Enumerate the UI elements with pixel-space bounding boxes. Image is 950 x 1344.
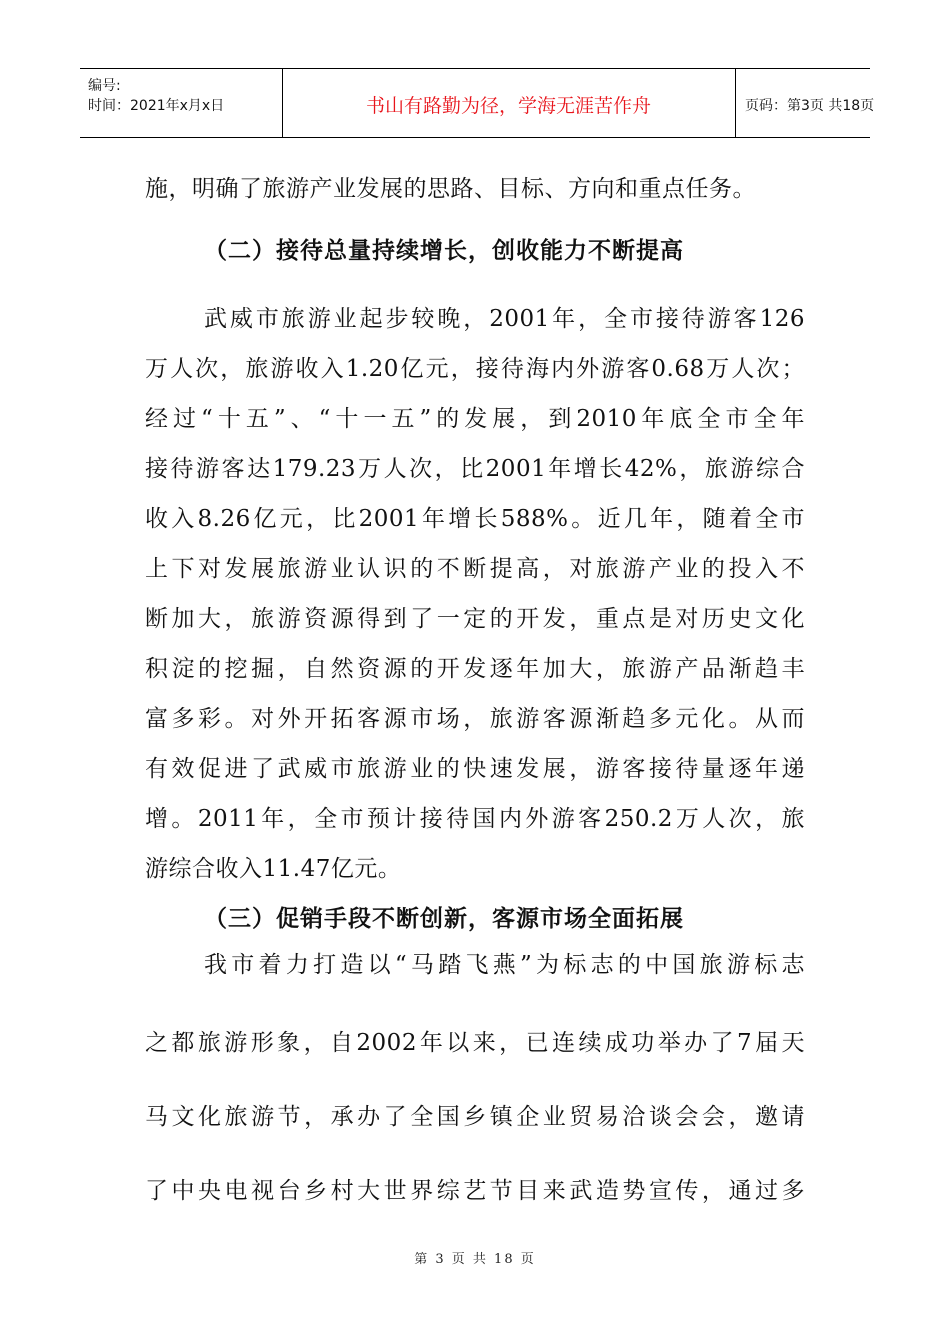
header-page-cell (735, 69, 875, 137)
document-number-label: 编号: (88, 78, 121, 94)
body-line: 游综合收入11.47亿元。 (145, 856, 402, 882)
body-line: 断加大，旅游资源得到了一定的开发，重点是对历史文化 (145, 606, 805, 632)
document-time-label: 时间：2021年x月x日 (88, 98, 225, 114)
page-footer: 第 3 页 共 18 页 (414, 1252, 536, 1267)
body-line: 收入8.26亿元，比2001年增长588%。近几年，随着全市 (145, 506, 805, 532)
body-line: 经过“十五”、“十一五”的发展，到2010年底全市全年 (145, 406, 805, 432)
section-heading-2: （二）接待总量持续增长，创收能力不断提高 (204, 238, 684, 264)
body-line: 之都旅游形象，自2002年以来，已连续成功举办了7届天 (145, 1030, 805, 1056)
body-line: 接待游客达179.23万人次，比2001年增长42%，旅游综合 (145, 456, 805, 482)
body-line: 上下对发展旅游业认识的不断提高，对旅游产业的投入不 (145, 556, 805, 582)
section-heading-3: （三）促销手段不断创新，客源市场全面拓展 (204, 906, 684, 932)
body-line: 了中央电视台乡村大世界综艺节目来武造势宣传，通过多 (145, 1178, 805, 1204)
body-line: 施，明确了旅游产业发展的思路、目标、方向和重点任务。 (145, 176, 756, 202)
body-line: 积淀的挖掘，自然资源的开发逐年加大，旅游产品渐趋丰 (145, 656, 805, 682)
body-line: 马文化旅游节，承办了全国乡镇企业贸易洽谈会会，邀请 (145, 1104, 805, 1130)
header-motto-cell (282, 69, 736, 137)
body-line: 万人次，旅游收入1.20亿元，接待海内外游客0.68万人次； (145, 356, 805, 382)
header-motto: 书山有路勤为径，学海无涯苦作舟 (365, 95, 651, 117)
body-line: 我市着力打造以“马踏飞燕”为标志的中国旅游标志 (204, 952, 805, 978)
body-line: 武威市旅游业起步较晚，2001年，全市接待游客126 (204, 306, 805, 332)
page-header (80, 68, 875, 138)
header-meta-cell (80, 69, 283, 137)
body-line: 增。2011年，全市预计接待国内外游客250.2万人次，旅 (145, 806, 805, 832)
body-line: 有效促进了武威市旅游业的快速发展，游客接待量逐年递 (145, 756, 805, 782)
body-line: 富多彩。对外开拓客源市场，旅游客源渐趋多元化。从而 (145, 706, 805, 732)
header-page-info: 页码：第3页 共18页 (745, 98, 875, 114)
